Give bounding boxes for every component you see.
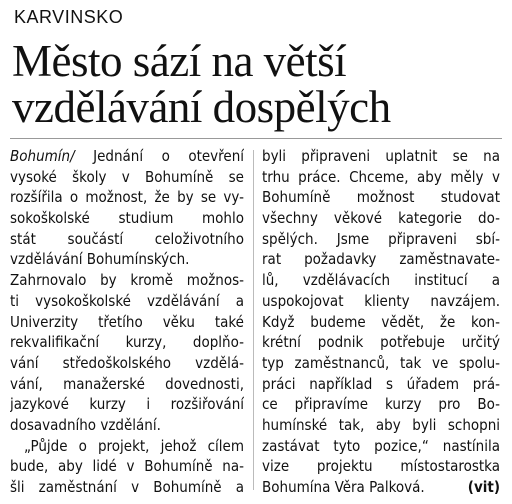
column-line: trhu práce. Chceme, aby měly v <box>262 167 500 186</box>
column-line: vzdělávání Bohumínských. <box>10 250 190 269</box>
column-line: bude, aby lidé v Bohumíně na- <box>10 457 244 476</box>
article-column-left <box>10 146 244 498</box>
column-line: uspokojovat klienty navzájem. <box>262 291 500 310</box>
column-line: dosavadního vzdělání. <box>10 415 161 434</box>
headline <box>12 38 502 130</box>
column-line <box>10 146 244 167</box>
column-line: spělých. Jsme připraveni sbí- <box>262 229 500 248</box>
column-line: humínské tak, aby byli schopni <box>262 415 500 434</box>
column-line: vání, manažerské dovednosti, <box>10 374 244 393</box>
article-column-right <box>262 146 500 498</box>
column-line: „Půjde o projekt, jehož cílem <box>24 436 244 455</box>
column-line-text: Jednání o otevření <box>74 147 244 165</box>
section-label: KARVINSKO <box>14 7 124 27</box>
column-line: Univerzity třetího věku také <box>10 312 244 331</box>
column-line: jazykové kurzy i rozšiřování <box>10 395 244 414</box>
column-line: Zahrnovalo by kromě možnos- <box>10 271 244 290</box>
column-line <box>262 477 500 498</box>
column-line: byli připraveni uplatnit se na <box>262 147 500 165</box>
column-line: zastávat tyto pozice,“ nastínila <box>262 436 500 455</box>
column-line: krétní podnik potřebuje určitý <box>262 333 500 352</box>
column-line: ti vysokoškolské vzdělávání a <box>10 291 244 310</box>
column-line: sokoškolské studium mohlo <box>10 209 244 228</box>
column-line: rekvalifikační kurzy, doplňo- <box>10 333 244 352</box>
headline-line-2: vzdělávání dospělých <box>12 82 391 132</box>
column-line: Když budeme vědět, že kon- <box>262 312 500 331</box>
headline-line-1: Město sází na větší <box>12 36 347 86</box>
column-line: práci například s úřadem prá- <box>262 374 500 393</box>
column-line: všechny věkové kategorie do- <box>262 209 500 228</box>
column-line: ce připravíme kurzy pro Bo- <box>262 395 500 414</box>
column-line: vání středoškolského vzdělá- <box>10 353 244 372</box>
column-line: Bohumíně možnost studovat <box>262 188 500 207</box>
column-line: stát součástí celoživotního <box>10 229 244 248</box>
headline-divider <box>10 138 502 139</box>
column-line: vysoké školy v Bohumíně se <box>10 167 244 186</box>
column-line-text: Bohumína Věra Palková. <box>262 478 425 496</box>
column-line: lů, vzdělávacích institucí a <box>262 271 500 290</box>
dateline-place: Bohumín/ <box>10 147 75 165</box>
column-line: šli zaměstnání v Bohumíně a <box>10 478 244 496</box>
column-line: typ zaměstnanců, tak ve spolu- <box>262 353 500 372</box>
column-separator <box>253 150 254 490</box>
column-line: rat požadavky zaměstnavate- <box>262 250 500 269</box>
byline: (vit) <box>467 478 500 496</box>
column-line: rozšířila o možnost, že by se vy- <box>10 188 244 207</box>
column-line: vize projektu místostarostka <box>262 457 500 476</box>
